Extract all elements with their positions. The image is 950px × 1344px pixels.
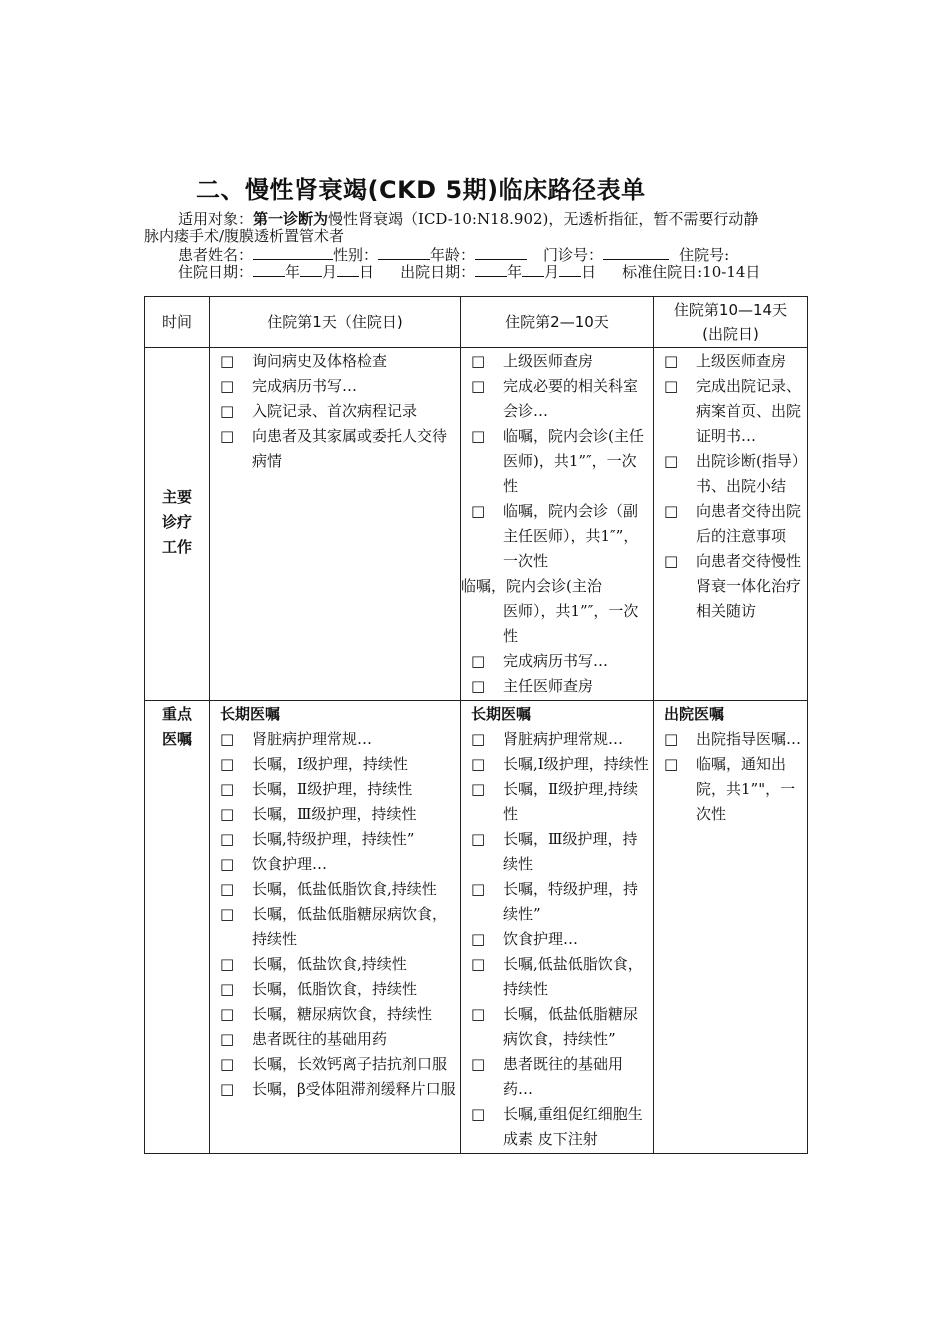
checklist-item <box>664 752 805 827</box>
checklist-item <box>220 752 458 777</box>
row-label-line: 工作 <box>161 538 192 556</box>
checklist <box>471 649 651 699</box>
checkbox-icon[interactable]: □ <box>220 352 235 370</box>
checklist <box>220 349 458 474</box>
sex-label: 性别： <box>333 246 379 264</box>
table-header-row <box>145 297 808 348</box>
checklist-item <box>220 952 458 977</box>
checklist-item <box>220 1002 458 1027</box>
clinic-no-label: 门诊号： <box>543 246 604 264</box>
year-unit: 年 <box>507 263 523 281</box>
checklist-item <box>220 349 458 374</box>
checkbox-icon[interactable]: □ <box>664 452 679 470</box>
checklist-item-text: 长嘱,重组促红细胞生成素 皮下注射 <box>503 1105 643 1148</box>
checkbox-icon[interactable]: □ <box>220 955 235 973</box>
checklist-item <box>471 752 651 777</box>
checklist-item <box>471 777 651 827</box>
scope-line <box>178 211 758 228</box>
discharge-year-field[interactable] <box>475 262 507 277</box>
checklist-item <box>220 802 458 827</box>
checkbox-icon[interactable]: □ <box>471 830 486 848</box>
checklist-item-text: 长嘱，低盐低脂糖尿病饮食，持续性 <box>252 905 448 948</box>
day-unit: 日 <box>359 263 375 281</box>
checklist-item-text: 患者既往的基础用药… <box>503 1055 624 1098</box>
checklist-item <box>471 827 651 877</box>
checklist-item <box>664 349 805 374</box>
checklist-item-text: 长嘱，低脂饮食，持续性 <box>252 980 418 998</box>
checklist-item <box>664 449 805 499</box>
checkbox-icon[interactable]: □ <box>220 905 235 923</box>
checkbox-icon[interactable]: □ <box>471 755 486 773</box>
checkbox-icon[interactable]: □ <box>220 730 235 748</box>
checklist-item-text: 长嘱，Ⅰ级护理，持续性 <box>252 755 408 773</box>
checklist-item-text: 长嘱，Ⅱ级护理，持续性 <box>252 780 413 798</box>
checkbox-icon[interactable]: □ <box>471 1055 486 1073</box>
patient-name-field[interactable] <box>253 245 333 260</box>
checklist-item-text: 长嘱,特级护理，持续性” <box>252 830 415 848</box>
checklist-item-text: 临嘱，院内会诊（副主任医师），共1″”，一次性 <box>503 502 639 570</box>
checklist-item-text: 长嘱，糖尿病饮食，持续性 <box>252 1005 433 1023</box>
age-label: 年龄： <box>430 246 476 264</box>
plain-line: 临嘱，院内会诊(主治 <box>461 577 602 595</box>
checklist-item-text: 长嘱,低盐低脂饮食，持续性 <box>503 955 643 998</box>
row-label-main-work <box>145 348 210 701</box>
checklist-item-text: 长嘱，β受体阻滞剂缓释片口服 <box>252 1080 456 1098</box>
checklist-item-text: 长嘱，低盐低脂糖尿病饮食，持续性” <box>503 1005 639 1048</box>
checklist-item-text: 完成必要的相关科室会诊… <box>503 377 639 420</box>
checklist-item <box>471 1102 651 1152</box>
checklist-item <box>471 1052 651 1102</box>
checklist-item <box>220 374 458 399</box>
checklist-item <box>220 1052 458 1077</box>
checkbox-icon[interactable]: □ <box>664 730 679 748</box>
checklist <box>220 727 458 1102</box>
checklist-item-text: 肾脏病护理常规… <box>252 730 373 748</box>
checkbox-icon[interactable]: □ <box>471 427 486 445</box>
checklist <box>471 349 651 574</box>
admit-day-field[interactable] <box>337 262 359 277</box>
checklist-item <box>664 549 805 624</box>
checkbox-icon[interactable]: □ <box>220 427 235 445</box>
checklist-item-text: 向患者交待慢性肾衰一体化治疗相关随访 <box>696 552 802 620</box>
checklist-item <box>220 1027 458 1052</box>
checklist-item-text: 临嘱，院内会诊(主任医师)，共1”″，一次性 <box>503 427 644 495</box>
checklist-item <box>471 499 651 574</box>
checklist-item <box>220 399 458 424</box>
checkbox-icon[interactable]: □ <box>664 377 679 395</box>
checklist-item-text: 饮食护理… <box>503 930 579 948</box>
checklist-item-text: 出院指导医嘱… <box>696 730 802 748</box>
checkbox-icon[interactable]: □ <box>664 502 679 520</box>
scope-line-2: 脉内瘘手术/腹膜透析置管术者 <box>144 227 345 245</box>
checklist-item-text: 长嘱，Ⅲ级护理，持续性 <box>252 805 417 823</box>
checklist <box>664 349 805 624</box>
section-heading: 长期医嘱 <box>471 705 532 723</box>
month-unit: 月 <box>322 263 338 281</box>
checklist-item <box>664 727 805 752</box>
checklist-item-text: 出院诊断(指导）书、出院小结 <box>696 452 800 495</box>
checkbox-icon[interactable]: □ <box>220 755 235 773</box>
checkbox-icon[interactable]: □ <box>220 805 235 823</box>
cell-day1-main-work <box>210 348 461 701</box>
patient-name-label: 患者姓名： <box>178 246 254 264</box>
section-heading: 长期医嘱 <box>220 705 281 723</box>
checklist-item <box>220 827 458 852</box>
checkbox-icon[interactable]: □ <box>471 377 486 395</box>
checkbox-icon[interactable]: □ <box>471 502 486 520</box>
table-row-main-work <box>145 348 808 701</box>
checklist-item <box>664 499 805 549</box>
checklist-item-text: 临嘱，通知出院，共1”"，一次性 <box>696 755 796 823</box>
checklist-item <box>664 374 805 449</box>
row-label-line: 重点 <box>161 705 192 723</box>
checklist-item-text: 完成病历书写… <box>503 652 609 670</box>
checklist-item-text: 上级医师查房 <box>696 352 787 370</box>
checkbox-icon[interactable]: □ <box>220 880 235 898</box>
checkbox-icon[interactable]: □ <box>471 1105 486 1123</box>
checkbox-icon[interactable]: □ <box>664 552 679 570</box>
checkbox-icon[interactable]: □ <box>471 955 486 973</box>
checklist-item-text: 询问病史及体格检查 <box>252 352 388 370</box>
col-header-day2-10: 住院第2—10天 <box>461 297 654 348</box>
checklist-item <box>471 877 651 927</box>
checklist-item-text: 长嘱，长效钙离子拮抗剂口服 <box>252 1055 448 1073</box>
checklist-item-text: 长嘱，特级护理，持续性” <box>503 880 639 923</box>
age-field[interactable] <box>475 245 527 260</box>
checklist-item <box>220 902 458 952</box>
section-heading: 出院医嘱 <box>664 705 725 723</box>
col-header-day10-14-line2: (出院日) <box>702 325 759 343</box>
checkbox-icon[interactable]: □ <box>664 755 679 773</box>
checklist-item <box>471 349 651 374</box>
checklist-item <box>220 852 458 877</box>
admit-date-label: 住院日期： <box>178 263 254 281</box>
checkbox-icon[interactable]: □ <box>220 1080 235 1098</box>
checklist-item-text: 长嘱，Ⅱ级护理,持续性 <box>503 780 638 823</box>
checklist-item-text: 患者既往的基础用药 <box>252 1030 388 1048</box>
cell-day10-14-orders <box>654 701 808 1154</box>
checklist-item <box>471 674 651 699</box>
checklist-item <box>471 727 651 752</box>
scope-bold: 第一诊断为 <box>253 210 329 228</box>
cell-day10-14-main-work <box>654 348 808 701</box>
cell-day2-10-main-work <box>461 348 654 701</box>
checklist <box>664 727 805 827</box>
checkbox-icon[interactable]: □ <box>471 677 486 695</box>
checkbox-icon[interactable]: □ <box>471 780 486 798</box>
scope-label: 适用对象： <box>178 210 254 228</box>
cell-day1-orders <box>210 701 461 1154</box>
col-header-day1: 住院第1天（住院日) <box>210 297 461 348</box>
month-unit: 月 <box>544 263 560 281</box>
checklist-item-text: 饮食护理… <box>252 855 328 873</box>
day-unit: 日 <box>581 263 597 281</box>
row-label-line: 医嘱 <box>161 730 192 748</box>
cell-day2-10-orders <box>461 701 654 1154</box>
checklist-item <box>471 1002 651 1052</box>
admit-month-field[interactable] <box>300 262 322 277</box>
checklist-item-text: 向患者及其家属或委托人交待病情 <box>252 427 448 470</box>
scope-text: 慢性肾衰竭（ICD-10:N18.902)，无透析指征，暂不需要行动静 <box>328 210 759 228</box>
admit-year-field[interactable] <box>253 262 285 277</box>
checklist-item <box>471 649 651 674</box>
checkbox-icon[interactable]: □ <box>471 880 486 898</box>
checkbox-icon[interactable]: □ <box>220 855 235 873</box>
checkbox-icon[interactable]: □ <box>471 352 486 370</box>
checklist-item-text: 完成出院记录、病案首页、出院证明书… <box>696 377 802 445</box>
discharge-date-label: 出院日期： <box>400 263 476 281</box>
checklist-item <box>220 424 458 474</box>
checkbox-icon[interactable]: □ <box>220 377 235 395</box>
checkbox-icon[interactable]: □ <box>220 402 235 420</box>
checklist-item-text: 长嘱，低盐饮食,持续性 <box>252 955 407 973</box>
year-unit: 年 <box>285 263 301 281</box>
checklist-item-text: 主任医师查房 <box>503 677 594 695</box>
discharge-month-field[interactable] <box>522 262 544 277</box>
sex-field[interactable] <box>378 245 430 260</box>
checklist-item-text: 向患者交待出院后的注意事项 <box>696 502 802 545</box>
checklist <box>471 727 651 1152</box>
checklist-item <box>471 927 651 952</box>
checklist-item <box>220 877 458 902</box>
checklist-item-text: 肾脏病护理常规… <box>503 730 624 748</box>
checklist-item-text: 入院记录、首次病程记录 <box>252 402 418 420</box>
clinical-pathway-table <box>144 296 808 1154</box>
checklist-item-text: 长嘱，Ⅲ级护理，持续性 <box>503 830 638 873</box>
checklist-item <box>220 777 458 802</box>
checklist-item <box>220 727 458 752</box>
checklist-item-text: 长嘱,Ⅰ级护理，持续性 <box>503 755 649 773</box>
checkbox-icon[interactable]: □ <box>220 830 235 848</box>
checkbox-icon[interactable]: □ <box>220 1055 235 1073</box>
admission-no-label: 住院号: <box>679 246 730 264</box>
col-header-time: 时间 <box>145 297 210 348</box>
checklist-item <box>220 977 458 1002</box>
checkbox-icon[interactable]: □ <box>471 1005 486 1023</box>
clinic-no-field[interactable] <box>603 245 669 260</box>
col-header-day10-14-line1: 住院第10—14天 <box>673 301 788 319</box>
checkbox-icon[interactable]: □ <box>220 1005 235 1023</box>
discharge-day-field[interactable] <box>559 262 581 277</box>
checkbox-icon[interactable]: □ <box>471 652 486 670</box>
row-label-line: 诊疗 <box>161 513 192 531</box>
checklist-item <box>471 424 651 499</box>
checklist-item-text: 上级医师查房 <box>503 352 594 370</box>
col-header-day10-14 <box>654 297 808 348</box>
checklist-item <box>471 952 651 1002</box>
page-title: 二、慢性肾衰竭(CKD 5期)临床路径表单 <box>196 176 646 204</box>
row-label-line: 主要 <box>161 488 192 506</box>
row-label-key-orders <box>145 701 210 1154</box>
checkbox-icon[interactable]: □ <box>664 352 679 370</box>
checkbox-icon[interactable]: □ <box>220 780 235 798</box>
checklist-item-text: 长嘱，低盐低脂饮食,持续性 <box>252 880 437 898</box>
plain-line-cont: 医师），共1”″，一次性 <box>503 602 639 645</box>
standard-stay: 标准住院日:10-14日 <box>622 263 761 281</box>
checklist-item <box>220 1077 458 1102</box>
checklist-item-text: 完成病历书写… <box>252 377 358 395</box>
checkbox-icon[interactable]: □ <box>220 980 235 998</box>
checkbox-icon[interactable]: □ <box>471 930 486 948</box>
checkbox-icon[interactable]: □ <box>220 1030 235 1048</box>
table-row-key-orders <box>145 701 808 1154</box>
checklist-item <box>471 374 651 424</box>
date-info-line <box>178 262 760 281</box>
checkbox-icon[interactable]: □ <box>471 730 486 748</box>
